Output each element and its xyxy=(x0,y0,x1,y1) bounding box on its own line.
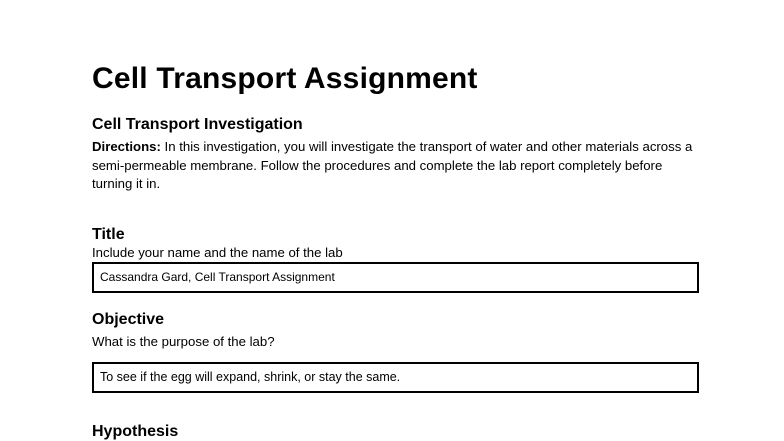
objective-section-prompt: What is the purpose of the lab? xyxy=(92,334,275,349)
title-section-prompt: Include your name and the name of the lab xyxy=(92,245,343,260)
title-section-heading: Title xyxy=(92,226,125,243)
investigation-heading: Cell Transport Investigation xyxy=(92,116,303,133)
directions-paragraph xyxy=(92,138,702,194)
objective-answer-field[interactable]: To see if the egg will expand, shrink, or stay the same. xyxy=(92,362,699,393)
directions-text: In this investigation, you will investigate the transport of water and other materials across a semi-permeable membrane. Follow the procedures and complete the lab report completely before turning it in. xyxy=(92,139,693,191)
objective-section-heading: Objective xyxy=(92,311,165,328)
document-title: Cell Transport Assignment xyxy=(92,62,478,95)
directions-label: Directions: xyxy=(92,139,161,154)
title-answer-field[interactable]: Cassandra Gard, Cell Transport Assignment xyxy=(92,262,699,293)
hypothesis-section-heading: Hypothesis xyxy=(92,423,179,440)
